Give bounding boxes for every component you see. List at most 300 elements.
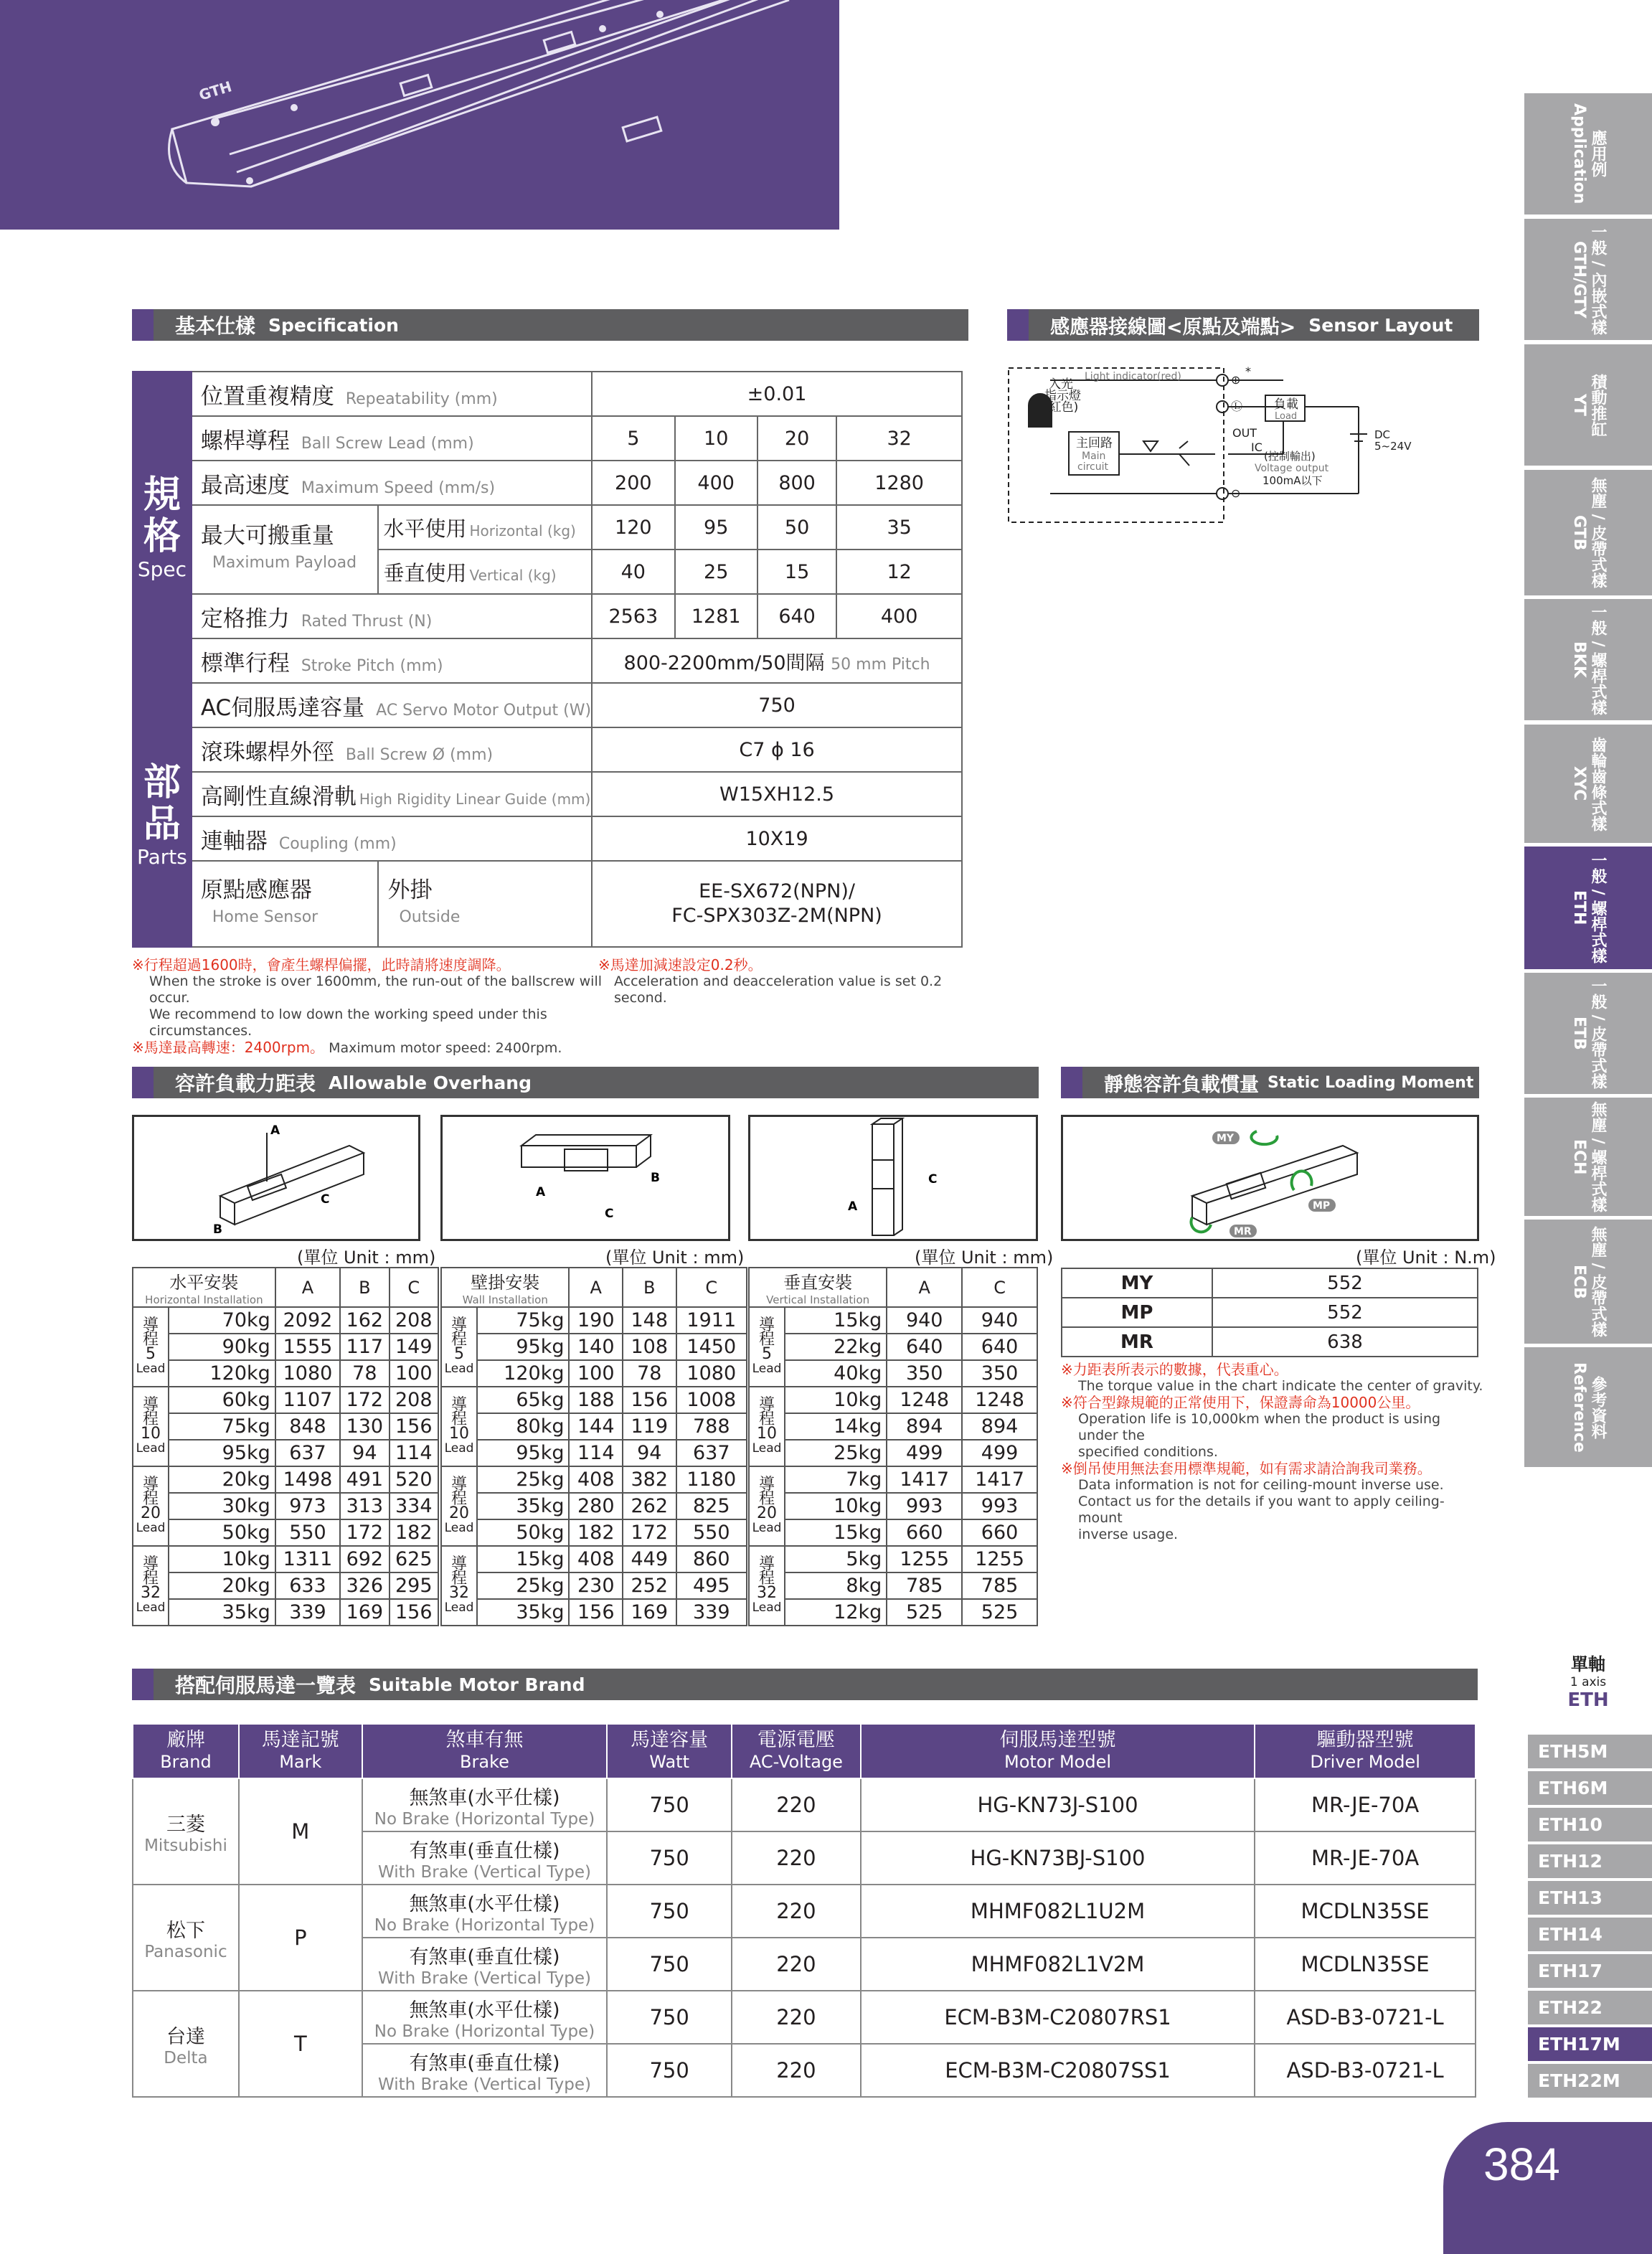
value-cell: 25kg [477,1572,569,1599]
value-cell: 692 [340,1546,389,1572]
value-cell: 10X19 [592,816,962,861]
value-cell: 1080 [275,1360,340,1387]
value-cell: 95kg [477,1440,569,1466]
brake-cell: 有煞車(垂直仕樣) With Brake (Vertical Type) [362,1831,608,1885]
table-row [441,1413,747,1440]
col-header: C [390,1268,438,1307]
watt-cell: 750 [607,1831,732,1885]
table-row [133,1493,438,1519]
col-header: C [676,1268,747,1307]
value-cell: 785 [962,1572,1037,1599]
overhang-section-header: 容許負載力距表 Allowable Overhang [132,1067,1039,1098]
sensor-load-zh: 負載 [1274,397,1298,412]
model-cell: HG-KN73BJ-S100 [861,1831,1255,1885]
value-cell: 940 [962,1307,1037,1334]
value-cell: 169 [340,1599,389,1626]
value-cell: 190 [569,1307,623,1334]
overhang-unit: (單位 Unit : mm) [915,1248,1054,1268]
driver-cell: MR-JE-70A [1255,1831,1476,1885]
value-cell: 20 [757,416,836,461]
side-tab[interactable]: 齒輪齒條式樣 XYC [1524,725,1652,845]
motor-col-header: 電源電壓 AC-Voltage [732,1724,861,1778]
table-row [133,1307,438,1334]
value-cell: 80kg [477,1413,569,1440]
lead-cell: 導 程 10 Lead [749,1387,785,1466]
moment-notes: ※力距表所表示的數據，代表重心。 The torque value in the chart indicate the center of gravity. ※符合型錄規範的正常使用下，保證壽命為10000公里。 Operation life is 10,000km when the product is using under the specified conditions. ※倒吊使用無法套用標準規範，如有需求請洽詢我司業務。 Data information is not for ceiling-mount inverse use. Contact us for the details if you want to apply ceiling-mount inverse usage. [1061,1361,1483,1542]
value-cell: 313 [340,1493,389,1519]
value-cell: 252 [623,1572,676,1599]
value-cell: 334 [390,1493,438,1519]
value-cell: 660 [962,1519,1037,1546]
value-cell: 172 [340,1519,389,1546]
value-cell: 326 [340,1572,389,1599]
value-cell: 25kg [477,1466,569,1493]
watt-cell: 750 [607,2044,732,2097]
brand-cell: 松下 Panasonic [133,1885,239,1991]
side-tab[interactable]: 無塵 / 螺桿式樣 ECH [1524,1098,1652,1218]
value-cell: 993 [887,1493,962,1519]
motor-row [133,1778,1476,1831]
col-header: B [623,1268,676,1307]
side-tab[interactable]: 積動推缸 YT [1524,344,1652,468]
motor-col-header: 廠牌 Brand [133,1724,239,1778]
value-cell: 156 [390,1599,438,1626]
value-cell: 35kg [477,1493,569,1519]
value-cell: 5kg [785,1546,887,1572]
value-cell: 1311 [275,1546,340,1572]
value-cell: 100 [390,1360,438,1387]
side-tab[interactable]: 無塵 / 皮帶式樣 GTB [1524,470,1652,598]
table-row [133,1440,438,1466]
col-header: A [569,1268,623,1307]
table-row [441,1493,747,1519]
value-cell: 95 [675,505,757,550]
brake-cell: 無煞車(水平仕樣) No Brake (Horizontal Type) [362,1885,608,1938]
motor-col-header: 馬達容量 Watt [607,1724,732,1778]
lead-cell: 導 程 5 Lead [749,1307,785,1387]
value-cell: 280 [569,1493,623,1519]
model-tab[interactable]: ETH17M [1528,2027,1652,2061]
spec-section-header [132,309,968,341]
value-cell: 40 [592,550,674,594]
value-cell: 1281 [675,594,757,638]
value-cell: 800 [757,461,836,505]
spec-notes-right: ※馬達加減速設定0.2秒。 Acceleration and deacceleration value is set 0.2 second. [598,956,943,1006]
value-cell: 15kg [785,1519,887,1546]
value-cell: 408 [569,1466,623,1493]
value-cell: 825 [676,1493,747,1519]
lead-cell: 導 程 10 Lead [441,1387,477,1466]
model-tab[interactable]: ETH5M [1528,1735,1652,1768]
value-cell: 90kg [169,1334,275,1360]
col-header: A [887,1268,962,1307]
table-row [749,1519,1037,1546]
value-cell: 114 [390,1440,438,1466]
sensor-ctrl: (控制輸出) [1264,450,1316,463]
value-cell: 637 [275,1440,340,1466]
value-cell: 156 [390,1413,438,1440]
lead-cell: 導 程 32 Lead [749,1546,785,1626]
motor-header-row [133,1724,1476,1778]
model-tab[interactable]: ETH12 [1528,1844,1652,1878]
side-tab[interactable]: 一般 / 內嵌式樣 GTH/GTY [1524,219,1652,342]
value-cell: 1248 [887,1387,962,1413]
value-cell: 637 [676,1440,747,1466]
value-cell: 295 [390,1572,438,1599]
value-cell: 2563 [592,594,674,638]
sensor-ic: IC [1251,440,1262,454]
value-cell: 172 [340,1387,389,1413]
value-cell: 25 [675,550,757,594]
axis-label: 單軸 1 axis ETH [1567,1654,1609,1711]
value-cell: 520 [390,1466,438,1493]
value-cell: 973 [275,1493,340,1519]
value-cell: 172 [623,1519,676,1546]
value-cell: 10kg [785,1493,887,1519]
value-cell: 1255 [887,1546,962,1572]
vertical-diagram [748,1115,1038,1241]
sensor-ma: 100mA以下 [1262,474,1323,487]
value-cell: 750 [592,683,962,727]
table-row [441,1307,747,1334]
volt-cell: 220 [732,1831,861,1885]
hero-banner [0,0,839,230]
value-cell: 1180 [676,1466,747,1493]
parts-side-label: 部 品 Parts [133,683,192,947]
spec-row-screw: 滾珠螺桿外徑 Ball Screw Ø (mm) C7 ϕ 16 [133,727,962,772]
motor-row [133,1885,1476,1938]
model-cell: ECM-B3M-C20807SS1 [861,2044,1255,2097]
model-tab[interactable]: ETH14 [1528,1918,1652,1951]
diag-label-b: B [651,1171,660,1185]
spec-row-lead: 螺桿導程 Ball Screw Lead (mm) 5 10 20 32 [133,416,962,461]
lead-cell: 導 程 5 Lead [133,1307,169,1387]
moment-tag-mr: MR [1234,1226,1252,1237]
value-cell: 400 [675,461,757,505]
table-row [133,1572,438,1599]
brake-cell: 有煞車(垂直仕樣) With Brake (Vertical Type) [362,1938,608,1991]
value-cell: 95kg [169,1440,275,1466]
value-cell: 144 [569,1413,623,1440]
table-row [441,1360,747,1387]
driver-cell: MR-JE-70A [1255,1778,1476,1831]
overhang-header-row [133,1268,438,1307]
moment-table [1061,1268,1478,1357]
lead-cell: 導 程 5 Lead [441,1307,477,1387]
value-cell: 1417 [962,1466,1037,1493]
value-cell: 660 [887,1519,962,1546]
diag-label-b: B [213,1222,222,1237]
value-cell: 633 [275,1572,340,1599]
table-row [133,1546,438,1572]
lead-cell: 導 程 32 Lead [441,1546,477,1626]
value-cell: 1255 [962,1546,1037,1572]
value-cell: 894 [962,1413,1037,1440]
table-row [441,1387,747,1413]
spec-title-en: Specification [268,314,399,336]
spec-row-stroke: 標準行程 Stroke Pitch (mm) 800-2200mm/50間隔 50 mm Pitch [133,638,962,683]
value-cell: 50kg [477,1519,569,1546]
watt-cell: 750 [607,1778,732,1831]
moment-tag-my: MY [1217,1133,1235,1144]
value-cell: 2092 [275,1307,340,1334]
side-tab[interactable]: 應用例 Application [1524,93,1652,217]
model-cell: HG-KN73J-S100 [861,1778,1255,1831]
spec-row-speed: 最高速度 Maximum Speed (mm/s) 200 400 800 1280 [133,461,962,505]
value-cell: 182 [390,1519,438,1546]
model-cell: MHMF082L1V2M [861,1938,1255,1991]
value-cell: W15XH12.5 [592,772,962,816]
table-row [133,1466,438,1493]
table-row [133,1519,438,1546]
install-type: 壁掛安裝 Wall Installation [441,1268,569,1307]
value-cell: 50kg [169,1519,275,1546]
value-cell: 162 [340,1307,389,1334]
value-cell: 550 [676,1519,747,1546]
value-cell: 1248 [962,1387,1037,1413]
value-cell: 10 [675,416,757,461]
value-cell: 860 [676,1546,747,1572]
spec-row-payload-v: 垂直使用 Vertical (kg) 40 25 15 12 [133,550,962,594]
table-row [441,1440,747,1466]
value-cell: 5 [592,416,674,461]
value-cell: 75kg [169,1413,275,1440]
motor-col-header: 驅動器型號 Driver Model [1255,1724,1476,1778]
value-cell: 640 [887,1334,962,1360]
sensor-light-zh1: 入光 [1049,377,1073,392]
side-tab[interactable]: 參考資料 Reference [1524,1347,1652,1469]
sensor-vout: Voltage output [1255,463,1329,474]
value-cell: 1008 [676,1387,747,1413]
value-cell: 70kg [169,1307,275,1334]
value-cell: 100 [569,1360,623,1387]
table-row [749,1387,1037,1413]
brand-cell: 台達 Delta [133,1991,239,2097]
moment-diagram [1061,1115,1479,1241]
brand-cell: 三菱 Mitsubishi [133,1778,239,1885]
value-cell: C7 ϕ 16 [592,727,962,772]
value-cell: 188 [569,1387,623,1413]
value-cell: 499 [887,1440,962,1466]
value-cell: 550 [275,1519,340,1546]
value-cell: 7kg [785,1466,887,1493]
side-tab[interactable]: 一般 / 螺桿式樣 BKK [1524,599,1652,722]
sensor-dcv: 5~24V [1374,440,1412,453]
sensor-minus: ⊖ [1231,486,1241,500]
value-cell: 640 [757,594,836,638]
value-cell: 130 [340,1413,389,1440]
value-cell: 15kg [785,1307,887,1334]
sensor-wiring-diagram [1007,362,1423,534]
value-cell: 14kg [785,1413,887,1440]
value-cell: 117 [340,1334,389,1360]
value-cell: 120 [592,505,674,550]
value-cell: 382 [623,1466,676,1493]
spec-row-thrust: 定格推力 Rated Thrust (N) 2563 1281 640 400 [133,594,962,638]
moment-tag-mp: MP [1313,1200,1331,1212]
value-cell: 156 [569,1599,623,1626]
sensor-main-en2: circuit [1077,461,1108,473]
moment-row: MY 552 [1062,1268,1478,1298]
value-cell: 993 [962,1493,1037,1519]
value-cell: 491 [340,1466,389,1493]
sensor-l: Ⓛ [1231,400,1243,413]
value-cell: 15 [757,550,836,594]
value-cell: 1107 [275,1387,340,1413]
value-cell: 108 [623,1334,676,1360]
mark-cell: M [239,1778,362,1885]
value-cell: 95kg [477,1334,569,1360]
value-cell: 40kg [785,1360,887,1387]
driver-cell: MCDLN35SE [1255,1938,1476,1991]
value-cell: 640 [962,1334,1037,1360]
table-row [441,1466,747,1493]
model-tab[interactable]: ETH17 [1528,1954,1652,1988]
value-cell: 94 [623,1440,676,1466]
brake-cell: 無煞車(水平仕樣) No Brake (Horizontal Type) [362,1778,608,1831]
value-cell: 30kg [169,1493,275,1519]
spec-row-guide: 高剛性直線滑軌 High Rigidity Linear Guide (mm) W15XH12.5 [133,772,962,816]
lead-cell: 導 程 20 Lead [133,1466,169,1546]
value-cell: 78 [340,1360,389,1387]
overhang-unit: (單位 Unit : mm) [605,1248,745,1268]
side-tab[interactable]: 一般 / 螺桿式樣 ETH [1524,847,1652,971]
volt-cell: 220 [732,1991,861,2044]
sensor-light-zh2: 指示燈 [1044,389,1081,403]
moment-unit: (單位 Unit : N.m) [1356,1248,1496,1268]
volt-cell: 220 [732,1778,861,1831]
value-cell: 1417 [887,1466,962,1493]
value-cell: 60kg [169,1387,275,1413]
value-cell: 10kg [169,1546,275,1572]
diag-label-c: C [928,1172,938,1187]
value-cell: 182 [569,1519,623,1546]
table-row [749,1572,1037,1599]
table-row [749,1360,1037,1387]
sensor-plus: ⊕ [1231,373,1241,387]
value-cell: 400 [836,594,962,638]
model-tab[interactable]: ETH6M [1528,1771,1652,1805]
value-cell: 156 [623,1387,676,1413]
install-type: 垂直安裝 Vertical Installation [749,1268,887,1307]
label-repeat: 位置重複精度 Repeatability (mm) [192,372,592,416]
motor-row [133,1991,1476,2044]
table-row [133,1360,438,1387]
diag-label-a: A [848,1199,858,1214]
value-cell: 200 [592,461,674,505]
volt-cell: 220 [732,1938,861,1991]
model-tab[interactable]: ETH10 [1528,1808,1652,1842]
value-cell: 149 [390,1334,438,1360]
value-cell: 32 [836,416,962,461]
value-cell: 120kg [169,1360,275,1387]
horizontal-diagram [132,1115,420,1241]
side-tab[interactable]: 一般 / 皮帶式樣 ETB [1524,973,1652,1096]
value-cell: 785 [887,1572,962,1599]
table-row [133,1387,438,1413]
value-cell: 408 [569,1546,623,1572]
spec-table [132,371,963,948]
value-cell: 120kg [477,1360,569,1387]
value-repeat: ±0.01 [592,372,962,416]
value-cell: 148 [623,1307,676,1334]
model-tab[interactable]: ETH13 [1528,1881,1652,1915]
value-cell: 78 [623,1360,676,1387]
sensor-section-header: 感應器接線圖<原點及端點> Sensor Layout [1007,309,1479,341]
moment-section-header: 靜態容許負載慣量 Static Loading Moment [1061,1067,1479,1098]
col-header: C [962,1268,1037,1307]
table-row [749,1599,1037,1626]
table-row [133,1413,438,1440]
spec-row-payload-h: 最大可搬重量 Maximum Payload 水平使用 Horizontal (kg) 120 95 50 35 [133,505,962,550]
spec-notes-left: ※行程超過1600時，會產生螺桿偏擺，此時請將速度調降。 When the stroke is over 1600mm, the run-out of the ballscrew will occur. We recommend to low down the working speed under this circumstances. ※馬達最高轉速：2400rpm。 Maximum motor speed: 2400rpm. [132,956,603,1056]
value-cell: 35kg [169,1599,275,1626]
value-cell: 339 [676,1599,747,1626]
value-cell: 1080 [676,1360,747,1387]
vertical-overhang-table [748,1267,1038,1626]
mark-cell: P [239,1885,362,1991]
diag-label-a: A [270,1123,280,1138]
table-row [441,1519,747,1546]
overhang-unit: (單位 Unit : mm) [297,1248,436,1268]
value-cell: 262 [623,1493,676,1519]
table-row [749,1334,1037,1360]
table-row [441,1546,747,1572]
value-cell: 65kg [477,1387,569,1413]
lead-cell: 導 程 20 Lead [441,1466,477,1546]
value-cell: 499 [962,1440,1037,1466]
value-cell: 169 [623,1599,676,1626]
table-row [749,1466,1037,1493]
lead-cell: 導 程 20 Lead [749,1466,785,1546]
value-cell: 114 [569,1440,623,1466]
spec-side-label: 規 格 Spec [133,372,192,683]
volt-cell: 220 [732,1885,861,1938]
value-cell: 449 [623,1546,676,1572]
sensor-main-en1: Main [1082,451,1106,462]
model-cell: ECM-B3M-C20807RS1 [861,1991,1255,2044]
motor-table [132,1723,1476,2098]
value-cell: 788 [676,1413,747,1440]
motor-col-header: 馬達記號 Mark [239,1724,362,1778]
spec-title-zh: 基本仕樣 [175,314,256,338]
table-row [133,1334,438,1360]
sensor-star: * [1245,364,1251,378]
table-row [749,1307,1037,1334]
value-cell: 525 [962,1599,1037,1626]
table-row [749,1413,1037,1440]
table-row [441,1599,747,1626]
value-cell: 20kg [169,1466,275,1493]
value-cell: 208 [390,1307,438,1334]
model-tab[interactable]: ETH22M [1528,2064,1652,2098]
spec-row-coupling: 連軸器 Coupling (mm) 10X19 [133,816,962,861]
watt-cell: 750 [607,1938,732,1991]
value-cell: 10kg [785,1387,887,1413]
value-cell: 208 [390,1387,438,1413]
side-tab[interactable]: 無塵 / 皮帶式樣 ECB [1524,1220,1652,1346]
value-cell: 848 [275,1413,340,1440]
value-cell: 75kg [477,1307,569,1334]
motor-col-header: 伺服馬達型號 Motor Model [861,1724,1255,1778]
brake-cell: 有煞車(垂直仕樣) With Brake (Vertical Type) [362,2044,608,2097]
sensor-light-label: Light indicator(red) [1085,371,1181,382]
model-cell: MHMF082L1U2M [861,1885,1255,1938]
driver-cell: ASD-B3-0721-L [1255,2044,1476,2097]
model-tab[interactable]: ETH22 [1528,1991,1652,2024]
diag-label-c: C [605,1207,614,1221]
col-header: A [275,1268,340,1307]
